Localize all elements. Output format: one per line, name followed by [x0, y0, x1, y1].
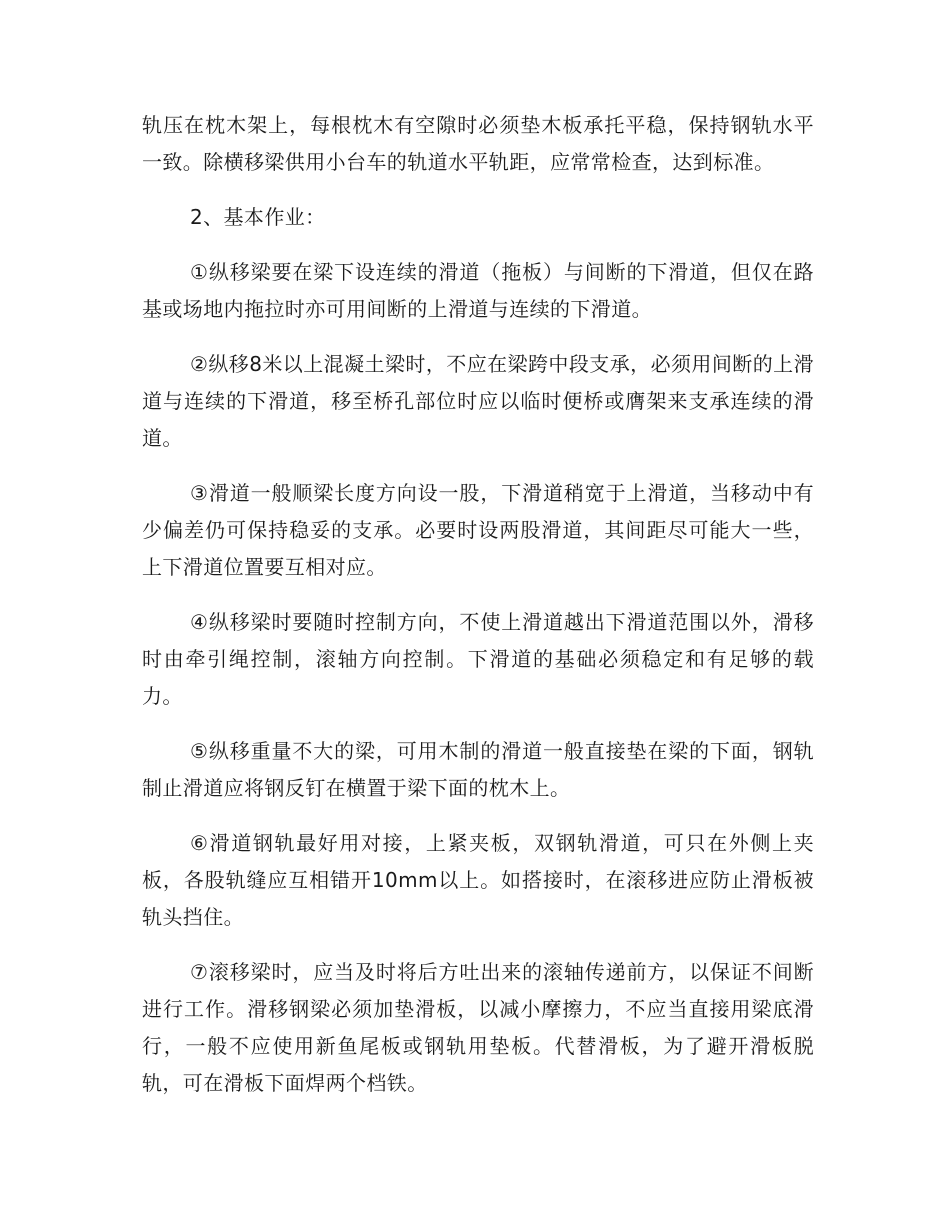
section-heading-basic-operations: 2、基本作业： — [190, 205, 326, 229]
paragraph-item-6: ⑥滑道钢轨最好用对接，上紧夹板，双钢轨滑道，可只在外侧上夹板，各股轨缝应互相错开10mm以上。如搭接时，在滚移进应防止滑板被轨头挡住。 — [142, 831, 814, 929]
paragraph-item-5: ⑤纵移重量不大的梁，可用木制的滑道一般直接垫在梁的下面，钢轨制止滑道应将钢反钉在横置于梁下面的枕木上。 — [142, 739, 814, 800]
paragraph-item-4: ④纵移梁时要随时控制方向，不使上滑道越出下滑道范围以外，滑移时由牵引绳控制，滚轴方向控制。下滑道的基础必须稳定和有足够的载力。 — [142, 610, 814, 708]
paragraph-item-1: ①纵移梁要在梁下设连续的滑道（拖板）与间断的下滑道，但仅在路基或场地内拖拉时亦可用间断的上滑道与连续的下滑道。 — [142, 260, 814, 321]
paragraph-item-3: ③滑道一般顺梁长度方向设一股，下滑道稍宽于上滑道，当移动中有少偏差仍可保持稳妥的支承。必要时设两股滑道，其间距尽可能大一些，上下滑道位置要互相对应。 — [142, 481, 814, 579]
paragraph-continuation: 轨压在枕木架上，每根枕木有空隙时必须垫木板承托平稳，保持钢轨水平一致。除横移梁供用小台车的轨道水平轨距，应常常检查，达到标准。 — [142, 113, 814, 174]
paragraph-item-7: ⑦滚移梁时，应当及时将后方吐出来的滚轴传递前方，以保证不间断进行工作。滑移钢梁必须加垫滑板，以减小摩擦力，不应当直接用梁底滑行，一般不应使用新鱼尾板或钢轨用垫板。代替滑板，为了避开滑板脱轨，可在滑板下面焊两个档铁。 — [142, 960, 814, 1095]
paragraph-item-2: ②纵移8米以上混凝土梁时，不应在梁跨中段支承，必须用间断的上滑道与连续的下滑道，移至桥孔部位时应以临时便桥或膺架来支承连续的滑道。 — [142, 352, 814, 450]
document-body — [142, 107, 814, 1102]
